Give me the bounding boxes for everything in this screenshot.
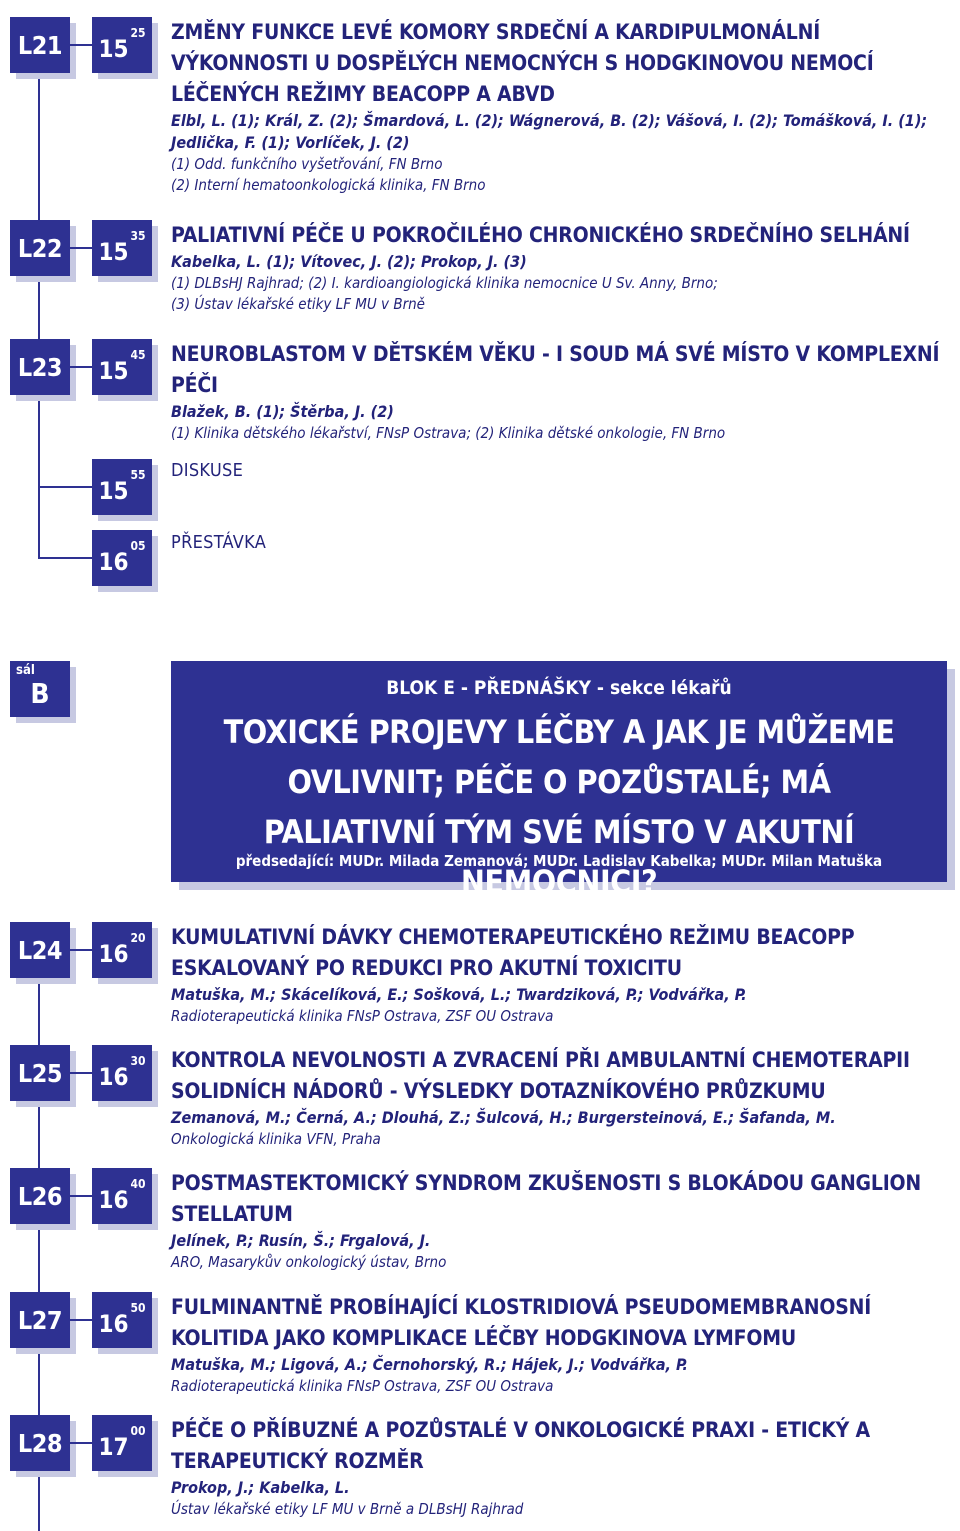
time-badge: 17 $^{00}$: [92, 1415, 152, 1471]
lecture-entry: [171, 1292, 941, 1397]
lecture-authors: Blažek, B. (1); Štěrba, J. (2): [171, 402, 394, 421]
lecture-title: NEUROBLASTOM V DĚTSKÉM VĚKU - I SOUD MÁ SVÉ MÍSTO V KOMPLEXNÍ PÉČI: [171, 342, 940, 397]
lecture-title: ZMĚNY FUNKCE LEVÉ KOMORY SRDEČNÍ A KARDIPULMONÁLNÍ VÝKONNOSTI U DOSPĚLÝCH NEMOCNÝCH S HODGKINOVOU NEMOCÍ LÉČENÝCH REŽIMY BEACOPP A ABVD: [171, 20, 874, 106]
lecture-affiliation: (1) Odd. funkčního vyšetřování, FN Brno: [171, 155, 443, 173]
lecture-code-badge: L28: [10, 1415, 70, 1471]
lecture-code-badge: L26: [10, 1168, 70, 1224]
lecture-authors: Prokop, J.; Kabelka, L.: [171, 1478, 350, 1497]
time-badge: 16 $^{50}$: [92, 1292, 152, 1348]
lecture-affiliation: Onkologická klinika VFN, Praha: [171, 1130, 381, 1148]
lecture-entry: [171, 339, 941, 444]
lecture-affiliation: Radioterapeutická klinika FNsP Ostrava, ZSF OU Ostrava: [171, 1377, 554, 1395]
connector: [70, 1442, 92, 1444]
block-chairs: předsedající: MUDr. Milada Zemanová; MUDr. Ladislav Kabelka; MUDr. Milan Matuška: [235, 852, 883, 870]
lecture-authors: Jelínek, P.; Rusín, Š.; Frgalová, J.: [171, 1231, 431, 1250]
room-letter: B: [30, 677, 50, 710]
lecture-title: FULMINANTNĚ PROBÍHAJÍCÍ KLOSTRIDIOVÁ PSEUDOMEMBRANOSNÍ KOLITIDA JAKO KOMPLIKACE LÉČBY HODGKINOVA LYMFOMU: [171, 1295, 872, 1350]
connector: [70, 1195, 92, 1197]
lecture-entry: [171, 1168, 941, 1273]
lecture-entry: [171, 922, 941, 1027]
connector: [70, 247, 92, 249]
lecture-affiliation: Ústav lékařské etiky LF MU v Brně a DLBsHJ Rajhrad: [171, 1500, 524, 1518]
room-badge: [10, 661, 70, 717]
block-header: [171, 661, 947, 901]
time-badge: 16 $^{30}$: [92, 1045, 152, 1101]
lecture-authors: Kabelka, L. (1); Vítovec, J. (2); Prokop, J. (3): [171, 252, 527, 271]
lecture-authors: Matuška, M.; Ligová, A.; Černohorský, R.; Hájek, J.; Vodvářka, P.: [171, 1355, 688, 1374]
lecture-title: PALIATIVNÍ PÉČE U POKROČILÉHO CHRONICKÉHO SRDEČNÍHO SELHÁNÍ: [171, 223, 910, 247]
connector: [70, 366, 92, 368]
lecture-affiliation: ARO, Masarykův onkologický ústav, Brno: [171, 1253, 447, 1271]
lecture-title: KONTROLA NEVOLNOSTI A ZVRACENÍ PŘI AMBULANTNÍ CHEMOTERAPII SOLIDNÍCH NÁDORŮ - VÝSLEDKY DOTAZNÍKOVÉHO PRŮZKUMU: [171, 1048, 910, 1103]
lecture-authors: Matuška, M.; Skácelíková, E.; Sošková, L.; Twardziková, P.; Vodvářka, P.: [171, 985, 747, 1004]
timeline-line-1: [38, 40, 40, 558]
lecture-code-badge: L24: [10, 922, 70, 978]
lecture-entry: [171, 1045, 941, 1150]
time-badge: 16 $^{05}$: [92, 530, 152, 586]
lecture-authors: Elbl, L. (1); Král, Z. (2); Šmardová, L. (2); Wágnerová, B. (2); Vášová, I. (2); Tomášková, I. (1); Jedlička, F. (1); Vorlíček, J. (2): [171, 111, 928, 152]
lecture-entry: [171, 220, 941, 315]
discussion-label: DISKUSE: [171, 460, 244, 481]
connector: [70, 949, 92, 951]
time-badge: 16 $^{20}$: [92, 922, 152, 978]
lecture-code-badge: L21: [10, 17, 70, 73]
lecture-code-badge: L27: [10, 1292, 70, 1348]
lecture-entry: [171, 17, 941, 196]
lecture-title: PÉČE O PŘÍBUZNÉ A POZŮSTALÉ V ONKOLOGICKÉ PRAXI - ETICKÝ A TERAPEUTICKÝ ROZMĚR: [171, 1418, 870, 1473]
time-badge: 15 $^{25}$: [92, 17, 152, 73]
break-entry: [171, 531, 941, 555]
time-badge: 15 $^{45}$: [92, 339, 152, 395]
lecture-code-badge: L23: [10, 339, 70, 395]
lecture-affiliation: (1) Klinika dětského lékařství, FNsP Ostrava; (2) Klinika dětské onkologie, FN Brno: [171, 424, 726, 442]
connector: [70, 1319, 92, 1321]
lecture-title: POSTMASTEKTOMICKÝ SYNDROM ZKUŠENOSTI S BLOKÁDOU GANGLION STELLATUM: [171, 1171, 921, 1226]
block-kicker: BLOK E - PŘEDNÁŠKY - sekce lékařů: [386, 677, 732, 699]
discussion-entry: [171, 459, 941, 483]
lecture-code-badge: L25: [10, 1045, 70, 1101]
lecture-affiliation: (3) Ústav lékařské etiky LF MU v Brně: [171, 295, 425, 313]
lecture-affiliation: (2) Interní hematoonkologická klinika, FN Brno: [171, 176, 486, 194]
lecture-entry: [171, 1415, 941, 1520]
time-badge: 16 $^{40}$: [92, 1168, 152, 1224]
lecture-title: KUMULATIVNÍ DÁVKY CHEMOTERAPEUTICKÉHO REŽIMU BEACOPP ESKALOVANÝ PO REDUKCI PRO AKUTNÍ TOXICITU: [171, 925, 855, 980]
connector: [70, 1072, 92, 1074]
lecture-affiliation: Radioterapeutická klinika FNsP Ostrava, ZSF OU Ostrava: [171, 1007, 554, 1025]
lecture-affiliation: (1) DLBsHJ Rajhrad; (2) I. kardioangiologická klinika nemocnice U Sv. Anny, Brno;: [171, 274, 718, 292]
time-badge: 15 $^{35}$: [92, 220, 152, 276]
room-label: sál: [16, 663, 35, 678]
connector: [38, 557, 92, 559]
break-label: PŘESTÁVKA: [171, 532, 267, 553]
lecture-code-badge: L22: [10, 220, 70, 276]
time-badge: 15 $^{55}$: [92, 459, 152, 515]
lecture-authors: Zemanová, M.; Černá, A.; Dlouhá, Z.; Šulcová, H.; Burgersteinová, E.; Šafanda, M.: [171, 1108, 836, 1127]
connector: [70, 44, 92, 46]
block-title: TOXICKÉ PROJEVY LÉČBY A JAK JE MŮŽEME OVLIVNIT; PÉČE O POZŮSTALÉ; MÁ PALIATIVNÍ TÝM SVÉ MÍSTO V AKUTNÍ NEMOCNICI?: [223, 713, 895, 901]
connector: [38, 486, 92, 488]
